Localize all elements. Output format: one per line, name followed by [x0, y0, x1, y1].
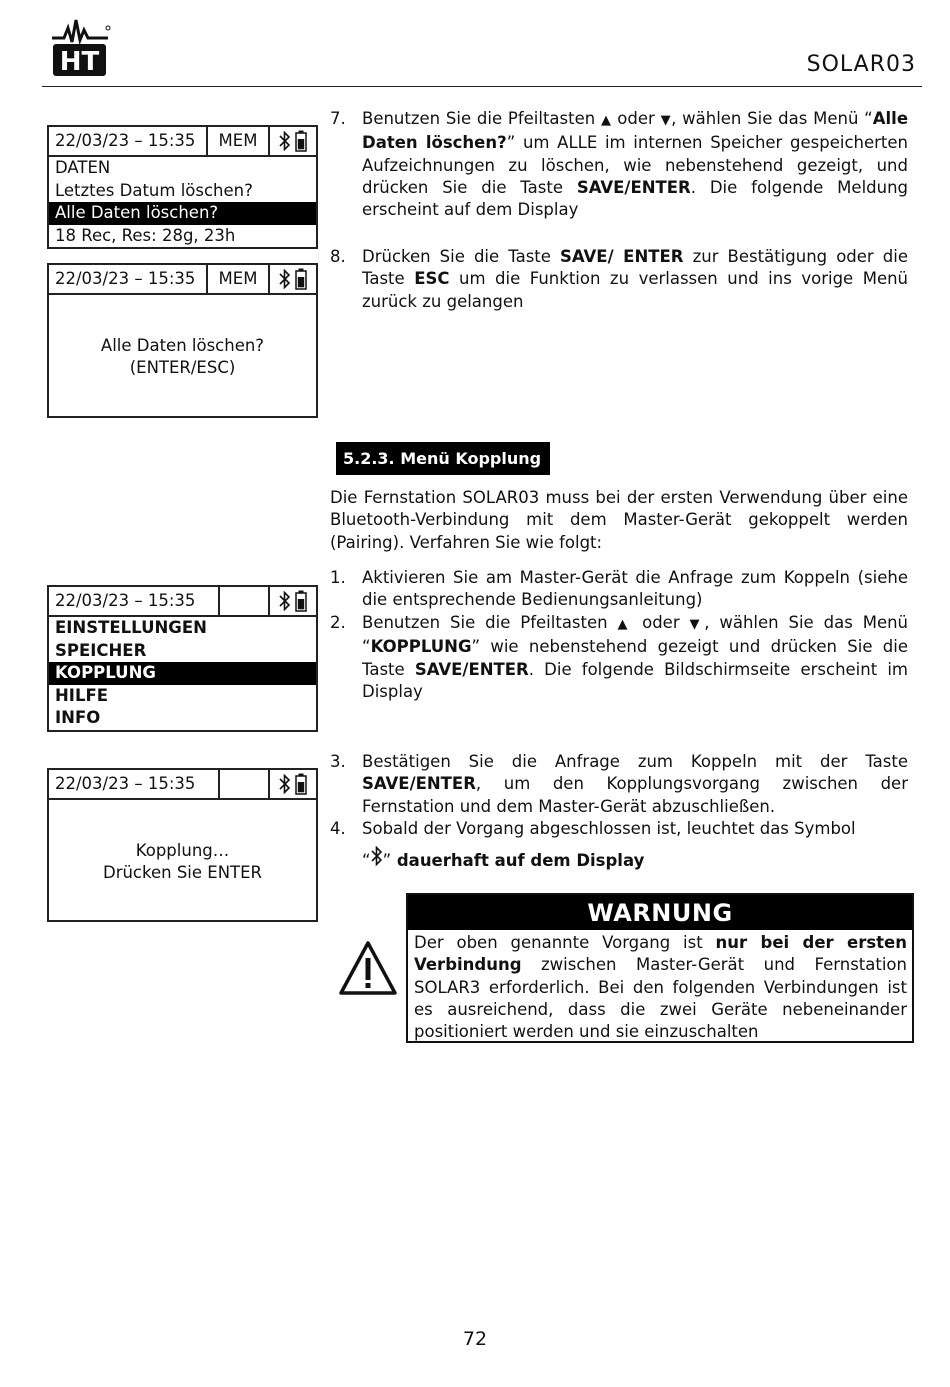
lcd-datetime: 22/03/23 – 15:35: [49, 127, 208, 155]
step-3-text: Bestätigen Sie die Anfrage zum Koppeln mit der Taste SAVE/ENTER, um den Kopplungsvorgang zwischen der Fernstation und dem Master-Gerät abzuschließen.: [362, 752, 908, 816]
warning-title: WARNUNG: [408, 895, 912, 930]
arrow-down-icon: ▼: [689, 617, 705, 632]
lcd-menu-item: HILFE: [55, 685, 109, 705]
bluetooth-icon: [279, 269, 291, 289]
lcd-datetime: 22/03/23 – 15:35: [49, 770, 220, 798]
lcd-status-bar: [49, 265, 316, 295]
section-intro: Die Fernstation SOLAR03 muss bei der ersten Verwendung über eine Bluetooth-Verbindung mit dem Master-Gerät gekoppelt werden (Pairing). Verfahren Sie wie folgt:: [330, 488, 908, 552]
bluetooth-icon: [279, 774, 291, 794]
step-number: 8.: [330, 247, 346, 266]
lcd-pairing-status: Kopplung…: [135, 841, 230, 860]
lcd-status-bar: [49, 770, 316, 800]
arrow-down-icon: ▼: [660, 113, 672, 128]
lcd-mem-indicator: MEM: [208, 127, 270, 155]
lcd-status-bar: [49, 127, 316, 157]
warning-text: Der oben genannte Vorgang ist nur bei der ersten Verbindung zwischen Master-Gerät und Fernstation SOLAR3 erforderlich. Bei den folgenden Verbindungen ist es ausreichend, dass die zwei Geräte nebeneinander positioniert werden und sie einzuschalten: [414, 933, 907, 1042]
battery-icon: [295, 773, 307, 795]
warning-triangle-icon: [338, 940, 398, 996]
lcd-screen-main-menu: [47, 585, 318, 732]
step-7-text: Benutzen Sie die Pfeiltasten ▲ oder ▼, wählen Sie das Menü “Alle Daten löschen?” um ALLE im internen Speicher gespeicherten Aufzeichnungen zu löschen, wie nebenstehend gezeigt, und drücken Sie die Taste SAVE/ENTER. Die folgende Meldung erscheint auf dem Display: [362, 109, 909, 220]
step-number: 3.: [330, 752, 346, 771]
ht-logo-icon: [50, 14, 112, 78]
header-divider: [42, 86, 922, 87]
battery-icon: [295, 268, 307, 290]
lcd-screen-delete-menu: [47, 125, 318, 249]
battery-icon: [295, 130, 307, 152]
battery-icon: [295, 590, 307, 612]
warning-box: [406, 893, 914, 1043]
bluetooth-icon: [279, 131, 291, 151]
lcd-pairing-prompt: Drücken Sie ENTER: [102, 863, 263, 882]
step-8-text: Drücken Sie die Taste SAVE/ ENTER zur Bestätigung oder die Taste ESC um die Funktion zu verlassen und ins vorige Menü zurück zu gelangen: [362, 247, 909, 311]
arrow-up-icon: ▲: [617, 617, 633, 632]
lcd-datetime: 22/03/23 – 15:35: [49, 265, 208, 293]
bluetooth-icon: [371, 846, 383, 868]
bluetooth-icon: [279, 591, 291, 611]
lcd-screen-delete-confirm: [47, 263, 318, 418]
step-number: 7.: [330, 109, 346, 128]
lcd-menu-item: EINSTELLUNGEN: [55, 618, 207, 637]
lcd-memory-status: 18 Rec, Res: 28g, 23h: [55, 225, 236, 245]
lcd-menu-item-selected: Alle Daten löschen?: [49, 202, 316, 225]
page-number: 72: [462, 1328, 488, 1350]
arrow-up-icon: ▲: [600, 113, 612, 128]
step-number: 2.: [330, 613, 346, 632]
step-4-text: Sobald der Vorgang abgeschlossen ist, leuchtet das Symbol “ ” dauerhaft auf dem Display: [362, 819, 856, 871]
step-2-text: Benutzen Sie die Pfeiltasten ▲ oder ▼, wählen Sie das Menü “KOPPLUNG” wie nebenstehend gezeigt und drücken Sie die Taste SAVE/ENTER. Die folgende Bildschirmseite erscheint im Display: [362, 613, 909, 701]
lcd-menu-item-selected: KOPPLUNG: [49, 662, 316, 685]
lcd-menu-item: Letztes Datum löschen?: [55, 180, 253, 200]
lcd-confirm-keys: (ENTER/ESC): [129, 358, 236, 377]
lcd-screen-pairing: [47, 768, 318, 922]
logo-text: HT: [59, 47, 100, 77]
section-heading: 5.2.3. Menü Kopplung: [336, 442, 550, 475]
step-number: 4.: [330, 819, 346, 838]
lcd-menu-item: SPEICHER: [55, 640, 147, 660]
lcd-mem-indicator: MEM: [208, 265, 270, 293]
lcd-confirm-question: Alle Daten löschen?: [100, 336, 265, 355]
step-1-text: Aktivieren Sie am Master-Gerät die Anfrage zum Koppeln (siehe die entsprechende Bedienungsanleitung): [362, 568, 908, 610]
lcd-datetime: 22/03/23 – 15:35: [49, 587, 220, 615]
document-title: SOLAR03: [806, 52, 916, 77]
lcd-menu-item: DATEN: [55, 158, 111, 177]
step-number: 1.: [330, 568, 346, 587]
lcd-menu-item: INFO: [55, 708, 101, 727]
lcd-status-bar: [49, 587, 316, 617]
